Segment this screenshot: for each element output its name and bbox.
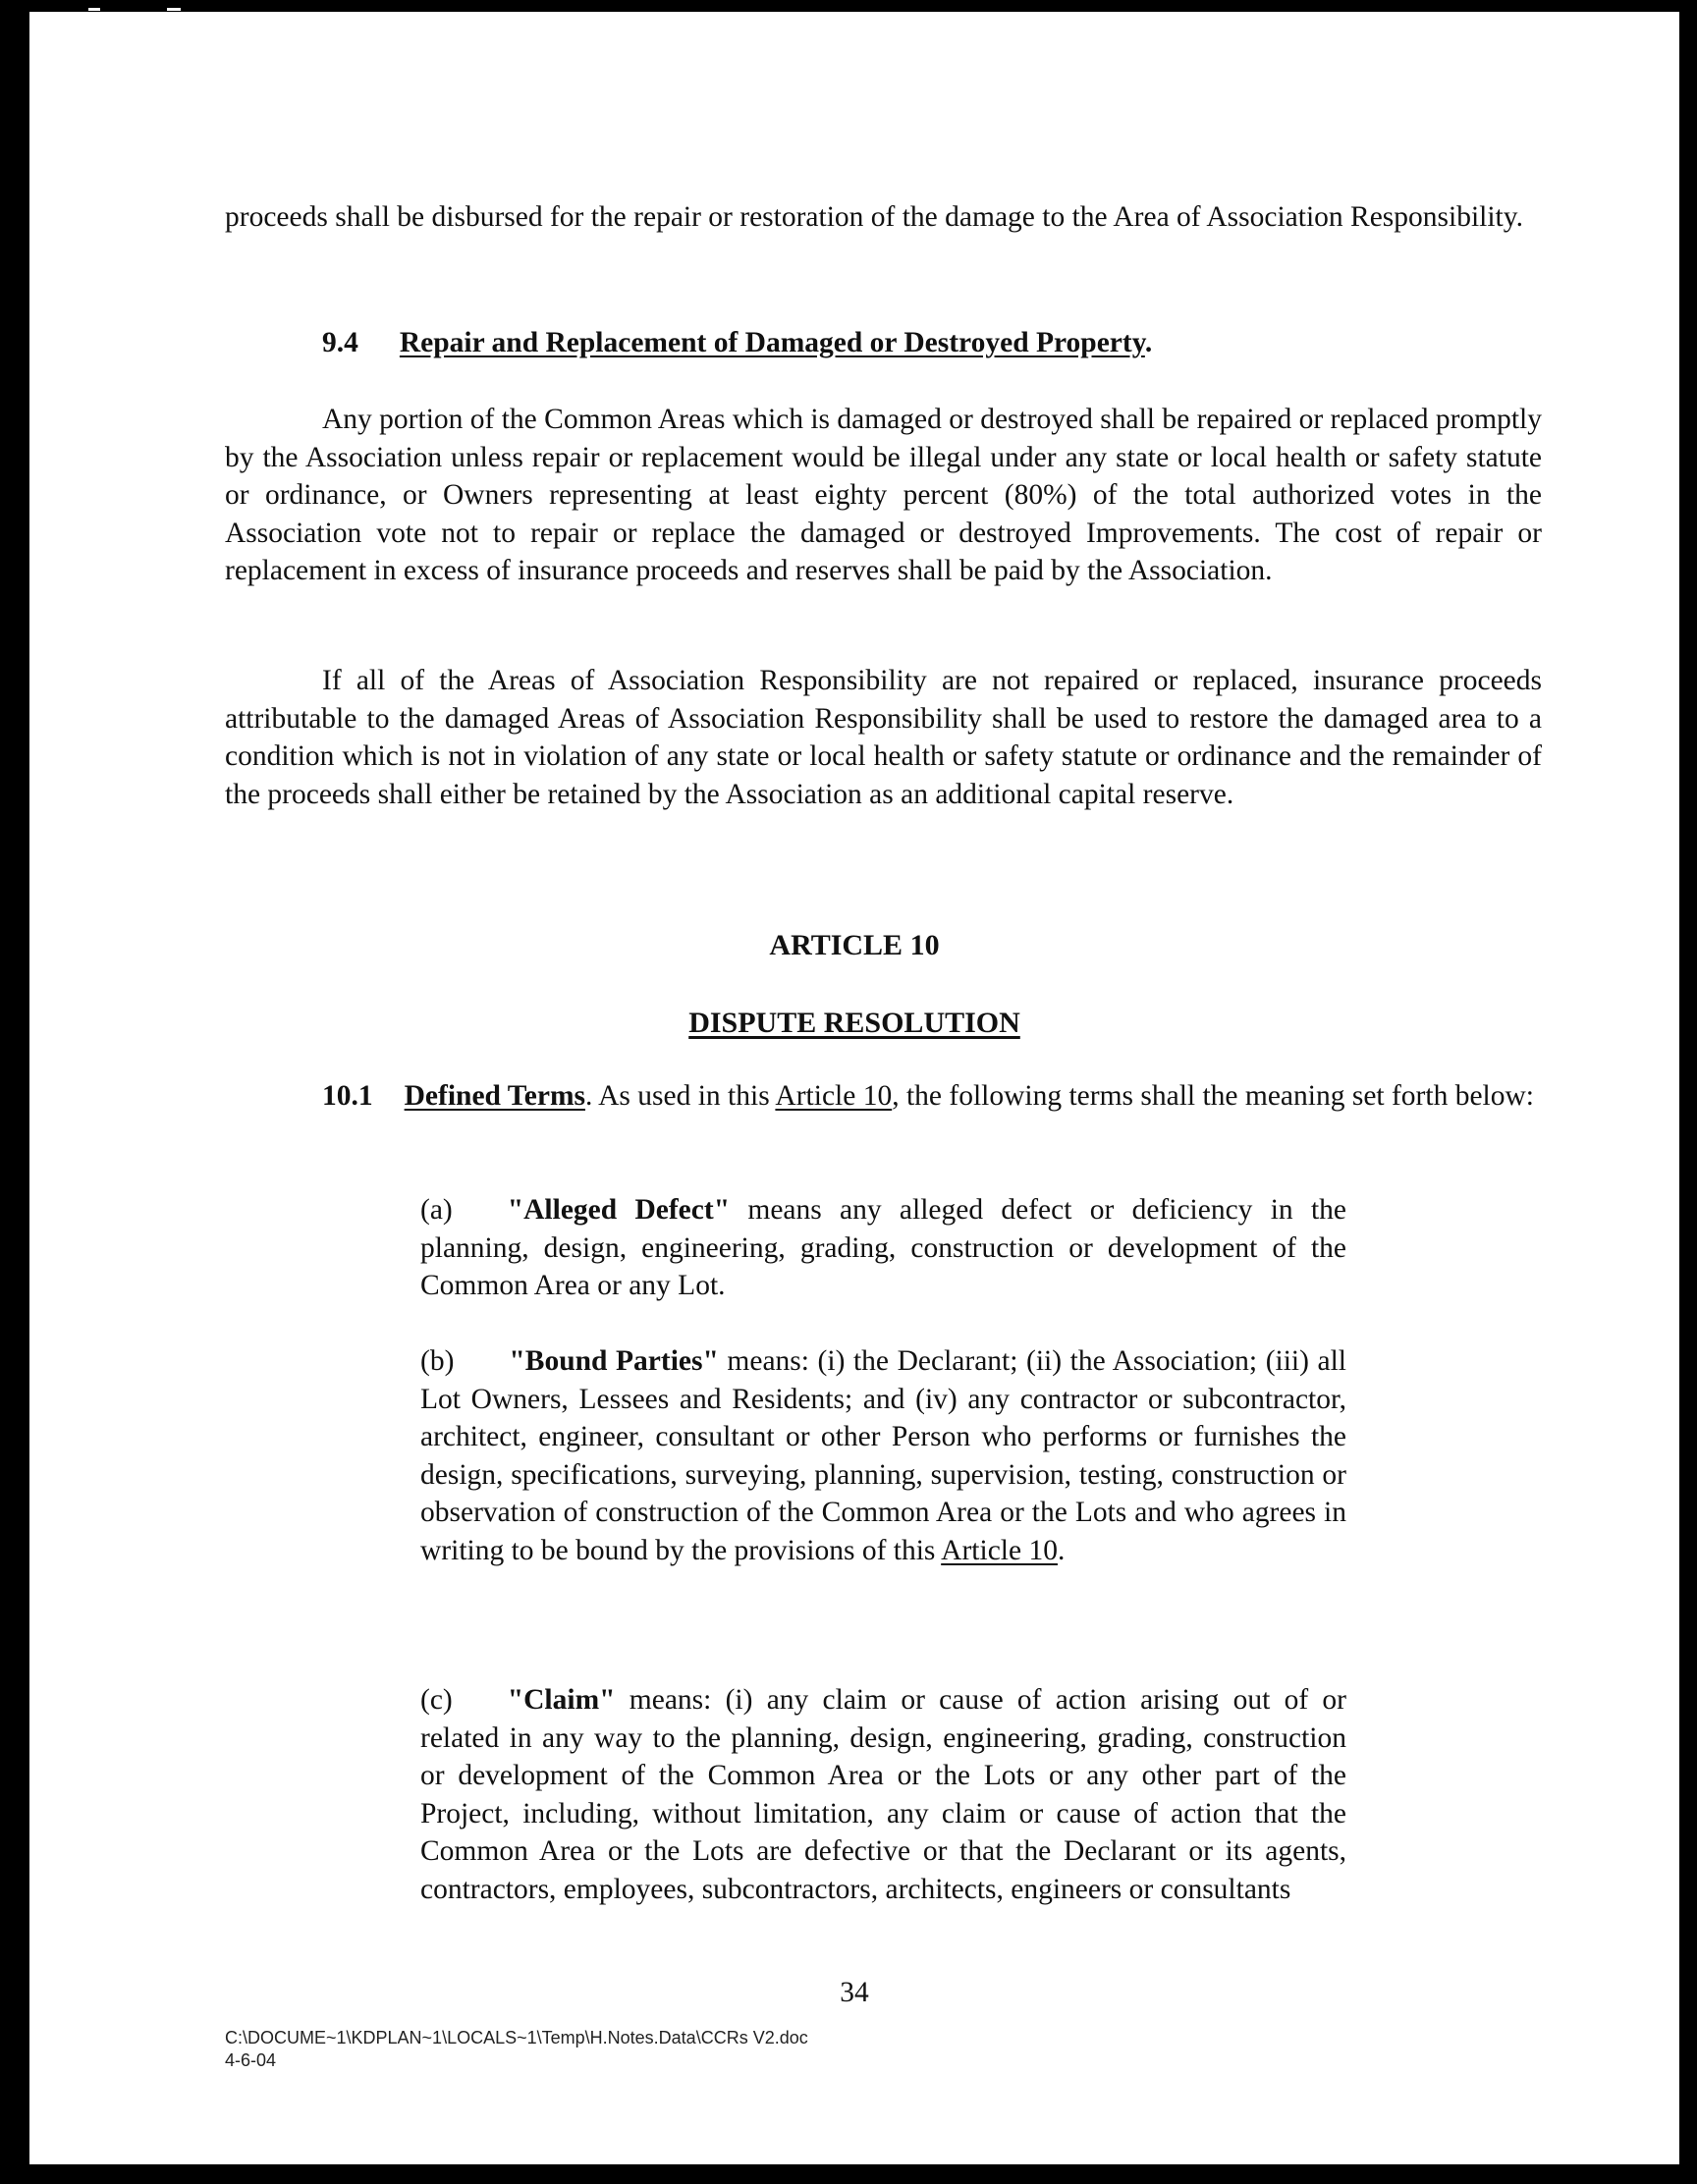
definition-claim — [420, 1681, 1346, 1908]
article-title-text: DISPUTE RESOLUTION — [688, 1007, 1020, 1039]
footer-date: 4-6-04 — [225, 2050, 277, 2070]
definition-c-text: means: (i) any claim or cause of action arising out of or related in any way to the planning, design, engineering, grading, construction or development of the Common Area or the Lots or any other part of the Project, including, without limitation, any claim or cause of action that the Common Area or the Lots are defective or that the Declarant or its agents, contractors, employees, subcontractors, architects, engineers or consultants — [420, 1684, 1346, 1905]
definition-b-reference: Article 10 — [941, 1534, 1058, 1566]
definition-alleged-defect — [420, 1191, 1346, 1305]
article-10-reference: Article 10 — [775, 1080, 893, 1112]
section-10-1-paragraph — [225, 1077, 1542, 1116]
definition-c-label: (c) — [420, 1684, 453, 1716]
definition-bound-parties — [420, 1342, 1346, 1569]
definition-c-term: "Claim" — [507, 1684, 616, 1716]
page-number: 34 — [840, 1977, 869, 2008]
section-10-1-text-a: . As used in this — [585, 1080, 776, 1112]
section-9-4-paragraph-2: If all of the Areas of Association Responsibility are not repaired or replaced, insurance proceeds attributable to the damaged Areas of Association Responsibility shall be used to restore the damaged area to a condition which is not in violation of any state or local health or safety statute or ordinance and the remainder of the proceeds shall either be retained by the Association as an additional capital reserve. — [225, 665, 1542, 810]
definition-b-end: . — [1057, 1534, 1066, 1566]
section-9-4-number: 9.4 — [322, 327, 358, 358]
definition-a-text: means any alleged defect or deficiency in the planning, design, engineering, grading, construction or development of the Common Area or any Lot. — [420, 1194, 1346, 1301]
article-title — [29, 1005, 1679, 1042]
definition-a-label: (a) — [420, 1194, 453, 1226]
article-heading: ARTICLE 10 — [769, 929, 940, 961]
section-10-1-number: 10.1 — [322, 1080, 373, 1112]
intro-paragraph: proceeds shall be disbursed for the repair or restoration of the damage to the Area of Association Responsibility. — [225, 201, 1523, 233]
section-9-4-title-end: . — [1144, 327, 1153, 358]
definition-b-label: (b) — [420, 1345, 455, 1377]
section-10-1-text-b: , the following terms shall the meaning set forth below: — [892, 1080, 1534, 1112]
document-page — [29, 12, 1679, 2164]
definition-a-term: "Alleged Defect" — [507, 1194, 731, 1226]
section-9-4-heading — [322, 324, 1599, 362]
section-9-4-paragraph-1: Any portion of the Common Areas which is damaged or destroyed shall be repaired or replaced promptly by the Association unless repair or replacement would be illegal under any state or local health or safety statute or ordinance, or Owners representing at least eighty percent (80%) of the total authorized votes in the Association vote not to repair or replace the damaged or destroyed Improvements. The cost of repair or replacement in excess of insurance proceeds and reserves shall be paid by the Association. — [225, 404, 1542, 586]
section-10-1-title: Defined Terms — [404, 1080, 585, 1112]
definition-b-term: "Bound Parties" — [509, 1345, 719, 1377]
definition-b-text: means: (i) the Declarant; (ii) the Association; (iii) all Lot Owners, Lessees and Residents; and (iv) any contractor or subcontractor, architect, engineer, consultant or other Person who performs or furnishes the design, specifications, surveying, planning, supervision, testing, construction or observation of construction of the Common Area or the Lots and who agrees in writing to be bound by the provisions of this — [420, 1345, 1346, 1566]
footer-file-path: C:\DOCUME~1\KDPLAN~1\LOCALS~1\Temp\H.Notes.Data\CCRs V2.doc — [225, 2028, 808, 2048]
section-9-4-title: Repair and Replacement of Damaged or Destroyed Property — [399, 327, 1145, 358]
